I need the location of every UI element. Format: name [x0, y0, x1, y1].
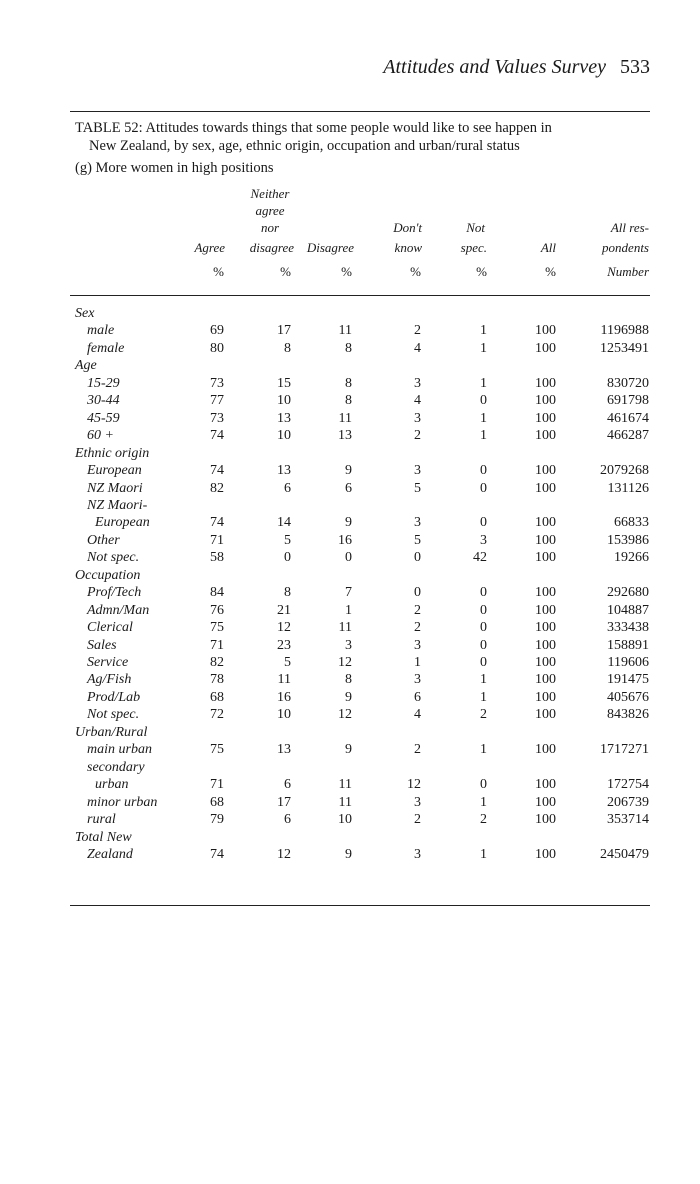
dontknow-value: 6: [414, 689, 421, 705]
row-label: Not spec.: [87, 707, 140, 723]
unit-neither: %: [280, 264, 291, 279]
disagree-value: 12: [338, 655, 352, 670]
all-value: 100: [535, 846, 556, 862]
notspec-value: 0: [480, 602, 487, 618]
notspec-value: 0: [480, 637, 487, 653]
table-row: [0, 481, 700, 497]
neither-value: 14: [277, 515, 291, 531]
header-dontknow-1: Don't: [393, 220, 422, 235]
table-row: [0, 533, 700, 549]
notspec-value: 0: [480, 480, 487, 496]
all-value: 100: [535, 532, 556, 548]
notspec-value: 1: [480, 375, 487, 391]
row-label: male: [87, 323, 115, 339]
notspec-value: 0: [480, 585, 487, 601]
neither-value: 15: [277, 375, 291, 391]
respondents-value: 131126: [607, 480, 649, 496]
agree-value: 82: [210, 655, 224, 670]
disagree-value: 9: [345, 689, 352, 705]
agree-value: 73: [210, 375, 224, 391]
table-row: [0, 742, 700, 758]
respondents-value: 1717271: [600, 742, 649, 758]
all-value: 100: [535, 689, 556, 705]
respondents-value: 66833: [614, 515, 649, 531]
neither-value: 23: [277, 637, 291, 653]
table-row: [0, 795, 700, 811]
agree-value: 80: [210, 340, 224, 356]
all-value: 100: [535, 585, 556, 601]
neither-value: 17: [277, 323, 291, 339]
unit-all: %: [545, 264, 556, 279]
dontknow-value: 0: [414, 585, 421, 601]
neither-value: 0: [284, 550, 291, 566]
all-value: 100: [535, 463, 556, 479]
dontknow-value: 3: [414, 846, 421, 862]
table-row: [0, 550, 700, 566]
dontknow-value: 4: [414, 340, 421, 356]
all-value: 100: [535, 323, 556, 339]
dontknow-value: 2: [414, 620, 421, 636]
row-label: rural: [87, 812, 116, 828]
notspec-value: 0: [480, 620, 487, 636]
respondents-value: 2079268: [600, 463, 649, 479]
agree-value: 74: [210, 428, 224, 444]
dontknow-value: 12: [407, 777, 421, 793]
notspec-value: 2: [480, 812, 487, 828]
notspec-value: 1: [480, 428, 487, 444]
disagree-value: 9: [345, 463, 352, 479]
row-label: secondary: [87, 759, 145, 775]
unit-agree: %: [213, 264, 224, 279]
row-label: 15-29: [87, 375, 120, 391]
neither-value: 16: [277, 689, 291, 705]
respondents-value: 843826: [607, 707, 649, 723]
disagree-value: 12: [338, 707, 352, 723]
all-value: 100: [535, 812, 556, 828]
table-row: [0, 707, 700, 723]
agree-value: 74: [210, 463, 224, 479]
group-heading-row: [0, 568, 700, 584]
dontknow-value: 0: [414, 550, 421, 566]
table-row: [0, 620, 700, 636]
respondents-value: 191475: [607, 672, 649, 688]
disagree-value: 11: [338, 620, 352, 636]
table-row: [0, 603, 700, 619]
neither-value: 10: [277, 393, 291, 409]
table-caption: [75, 119, 650, 155]
header-allresp-2: pondents: [602, 240, 649, 255]
agree-value: 71: [210, 777, 224, 793]
respondents-value: 206739: [607, 794, 649, 810]
all-value: 100: [535, 393, 556, 409]
unit-notspec: %: [476, 264, 487, 279]
table-row: [0, 463, 700, 479]
table-row: [0, 411, 700, 427]
table-row: [0, 690, 700, 706]
notspec-value: 0: [480, 777, 487, 793]
notspec-value: 1: [480, 340, 487, 356]
neither-value: 12: [277, 620, 291, 636]
group-label: Urban/Rural: [75, 724, 148, 740]
disagree-value: 9: [345, 846, 352, 862]
header-agree: Agree: [194, 240, 225, 255]
dontknow-value: 2: [414, 812, 421, 828]
disagree-value: 3: [345, 637, 352, 653]
header-all: All: [540, 240, 556, 255]
all-value: 100: [535, 620, 556, 636]
respondents-value: 2450479: [600, 846, 649, 862]
disagree-value: 11: [338, 794, 352, 810]
notspec-value: 1: [480, 672, 487, 688]
notspec-value: 1: [480, 794, 487, 810]
group-label: Total New: [75, 829, 132, 845]
dontknow-value: 3: [414, 794, 421, 810]
respondents-value: 691798: [607, 393, 649, 409]
row-label: Other: [87, 532, 120, 548]
unit-dontknow: %: [410, 264, 421, 279]
notspec-value: 1: [480, 742, 487, 758]
caption-line-1: TABLE 52: Attitudes towards things that some people would like to see happen in: [75, 120, 552, 136]
row-label: NZ Maori: [87, 480, 143, 496]
table-row: [0, 847, 700, 863]
neither-value: 13: [277, 463, 291, 479]
dontknow-value: 3: [414, 375, 421, 391]
table-row: [0, 323, 700, 339]
all-value: 100: [535, 550, 556, 566]
disagree-value: 0: [345, 550, 352, 566]
row-label: Admn/Man: [87, 602, 150, 618]
disagree-value: 8: [345, 393, 352, 409]
disagree-value: 11: [338, 410, 352, 426]
group-heading-row: [0, 446, 700, 462]
all-value: 100: [535, 707, 556, 723]
agree-value: 82: [210, 480, 224, 496]
dontknow-value: 5: [414, 480, 421, 496]
table-subtitle: (g) More women in high positions: [75, 160, 274, 176]
notspec-value: 1: [480, 323, 487, 339]
agree-value: 68: [210, 689, 224, 705]
dontknow-value: 3: [414, 515, 421, 531]
row-label: 45-59: [87, 410, 120, 426]
all-value: 100: [535, 428, 556, 444]
group-heading-row: [0, 830, 700, 846]
group-label: Ethnic origin: [75, 445, 150, 461]
row-label: Service: [87, 655, 129, 670]
agree-value: 68: [210, 794, 224, 810]
dontknow-value: 2: [414, 428, 421, 444]
disagree-value: 13: [338, 428, 352, 444]
respondents-value: 153986: [607, 532, 649, 548]
neither-value: 17: [277, 794, 291, 810]
unit-number: Number: [607, 264, 649, 279]
row-label: European: [95, 515, 150, 531]
table-row: [0, 515, 700, 531]
disagree-value: 1: [345, 602, 352, 618]
dontknow-value: 3: [414, 637, 421, 653]
disagree-value: 9: [345, 742, 352, 758]
respondents-value: 19266: [614, 550, 649, 566]
agree-value: 71: [210, 637, 224, 653]
neither-value: 12: [277, 846, 291, 862]
all-value: 100: [535, 637, 556, 653]
dontknow-value: 3: [414, 410, 421, 426]
agree-value: 75: [210, 620, 224, 636]
header-notspec-2: spec.: [460, 240, 487, 255]
agree-value: 71: [210, 532, 224, 548]
unit-disagree: %: [341, 264, 352, 279]
row-label: 30-44: [87, 393, 120, 409]
agree-value: 74: [210, 846, 224, 862]
header-neither-3: nor: [260, 220, 280, 235]
row-label: Not spec.: [87, 550, 140, 566]
row-label: Prod/Lab: [87, 689, 141, 705]
respondents-value: 405676: [607, 689, 649, 705]
dontknow-value: 3: [414, 672, 421, 688]
header-dontknow-2: know: [394, 240, 422, 255]
top-rule: [70, 111, 650, 112]
header-neither-1: Neither: [250, 186, 290, 201]
group-heading-row: [0, 725, 700, 741]
row-label: main urban: [87, 742, 152, 758]
disagree-value: 6: [345, 480, 352, 496]
dontknow-value: 2: [414, 742, 421, 758]
header-disagree: Disagree: [306, 240, 354, 255]
neither-value: 5: [284, 655, 291, 670]
neither-value: 8: [284, 340, 291, 356]
running-head-title: Attitudes and Values Survey: [383, 56, 606, 78]
respondents-value: 172754: [607, 777, 649, 793]
respondents-value: 461674: [607, 410, 649, 426]
row-label: European: [87, 463, 142, 479]
agree-value: 84: [210, 585, 224, 601]
row-label: NZ Maori-: [87, 497, 148, 513]
agree-value: 73: [210, 410, 224, 426]
agree-value: 72: [210, 707, 224, 723]
neither-value: 11: [277, 672, 291, 688]
all-value: 100: [535, 794, 556, 810]
table-row: [0, 777, 700, 793]
agree-value: 74: [210, 515, 224, 531]
group-heading-row: [0, 306, 700, 322]
group-label: Occupation: [75, 567, 141, 583]
all-value: 100: [535, 672, 556, 688]
caption-line-2: New Zealand, by sex, age, ethnic origin, occupation and urban/rural status: [89, 138, 520, 154]
agree-value: 77: [210, 393, 224, 409]
notspec-value: 42: [473, 550, 487, 566]
notspec-value: 2: [480, 707, 487, 723]
notspec-value: 0: [480, 515, 487, 531]
disagree-value: 8: [345, 340, 352, 356]
neither-value: 8: [284, 585, 291, 601]
row-label: urban: [95, 777, 129, 793]
running-head: [383, 56, 650, 79]
respondents-value: 292680: [607, 585, 649, 601]
neither-value: 10: [277, 707, 291, 723]
table-row: [0, 638, 700, 654]
group-heading-row: [0, 358, 700, 374]
agree-value: 58: [210, 550, 224, 566]
disagree-value: 11: [338, 323, 352, 339]
disagree-value: 16: [338, 532, 352, 548]
header-rule: [70, 295, 650, 296]
all-value: 100: [535, 655, 556, 670]
disagree-value: 10: [338, 812, 352, 828]
row-label: 60 +: [87, 428, 114, 444]
bottom-rule: [70, 905, 650, 906]
notspec-value: 1: [480, 689, 487, 705]
notspec-value: 1: [480, 410, 487, 426]
notspec-value: 3: [480, 532, 487, 548]
all-value: 100: [535, 375, 556, 391]
table-row: [0, 341, 700, 357]
header-disagree-mid: disagree: [249, 240, 294, 255]
respondents-value: 119606: [607, 655, 649, 670]
row-label: Sales: [87, 637, 117, 653]
respondents-value: 1253491: [600, 340, 649, 356]
group-label: Sex: [75, 306, 95, 321]
label-row: [0, 760, 700, 776]
disagree-value: 8: [345, 375, 352, 391]
agree-value: 76: [210, 602, 224, 618]
respondents-value: 158891: [607, 637, 649, 653]
agree-value: 79: [210, 812, 224, 828]
respondents-value: 104887: [607, 602, 649, 618]
respondents-value: 466287: [607, 428, 649, 444]
neither-value: 13: [277, 742, 291, 758]
row-label: Clerical: [87, 620, 133, 636]
page-number: 533: [620, 56, 650, 78]
respondents-value: 333438: [607, 620, 649, 636]
agree-value: 75: [210, 742, 224, 758]
disagree-value: 8: [345, 672, 352, 688]
agree-value: 69: [210, 323, 224, 339]
label-row: [0, 498, 700, 514]
disagree-value: 9: [345, 515, 352, 531]
neither-value: 10: [277, 428, 291, 444]
neither-value: 6: [284, 812, 291, 828]
all-value: 100: [535, 480, 556, 496]
group-label: Age: [75, 358, 97, 374]
table-row: [0, 428, 700, 444]
table-row: [0, 585, 700, 601]
respondents-value: 353714: [607, 812, 649, 828]
row-label: minor urban: [87, 794, 158, 810]
agree-value: 78: [210, 672, 224, 688]
neither-value: 13: [277, 410, 291, 426]
header-allresp-1: All res-: [610, 220, 649, 235]
all-value: 100: [535, 602, 556, 618]
dontknow-value: 2: [414, 602, 421, 618]
notspec-value: 0: [480, 393, 487, 409]
table-row: [0, 393, 700, 409]
neither-value: 6: [284, 480, 291, 496]
table-row: [0, 655, 700, 671]
row-label: Prof/Tech: [87, 585, 142, 601]
respondents-value: 1196988: [600, 323, 649, 339]
all-value: 100: [535, 777, 556, 793]
neither-value: 21: [277, 602, 291, 618]
dontknow-value: 4: [414, 393, 421, 409]
disagree-value: 7: [345, 585, 352, 601]
dontknow-value: 3: [414, 463, 421, 479]
header-neither-2: agree: [255, 203, 285, 218]
respondents-value: 830720: [607, 375, 649, 391]
header-notspec-1: Not: [466, 220, 485, 235]
notspec-value: 0: [480, 655, 487, 670]
row-label: Ag/Fish: [87, 672, 132, 688]
notspec-value: 0: [480, 463, 487, 479]
all-value: 100: [535, 410, 556, 426]
dontknow-value: 4: [414, 707, 421, 723]
dontknow-value: 5: [414, 532, 421, 548]
table-row: [0, 812, 700, 828]
all-value: 100: [535, 340, 556, 356]
dontknow-value: 1: [414, 655, 421, 670]
table-row: [0, 376, 700, 392]
neither-value: 6: [284, 777, 291, 793]
row-label: female: [87, 340, 125, 356]
table-row: [0, 672, 700, 688]
all-value: 100: [535, 742, 556, 758]
notspec-value: 1: [480, 846, 487, 862]
dontknow-value: 2: [414, 323, 421, 339]
row-label: Zealand: [87, 846, 133, 862]
neither-value: 5: [284, 532, 291, 548]
all-value: 100: [535, 515, 556, 531]
disagree-value: 11: [338, 777, 352, 793]
